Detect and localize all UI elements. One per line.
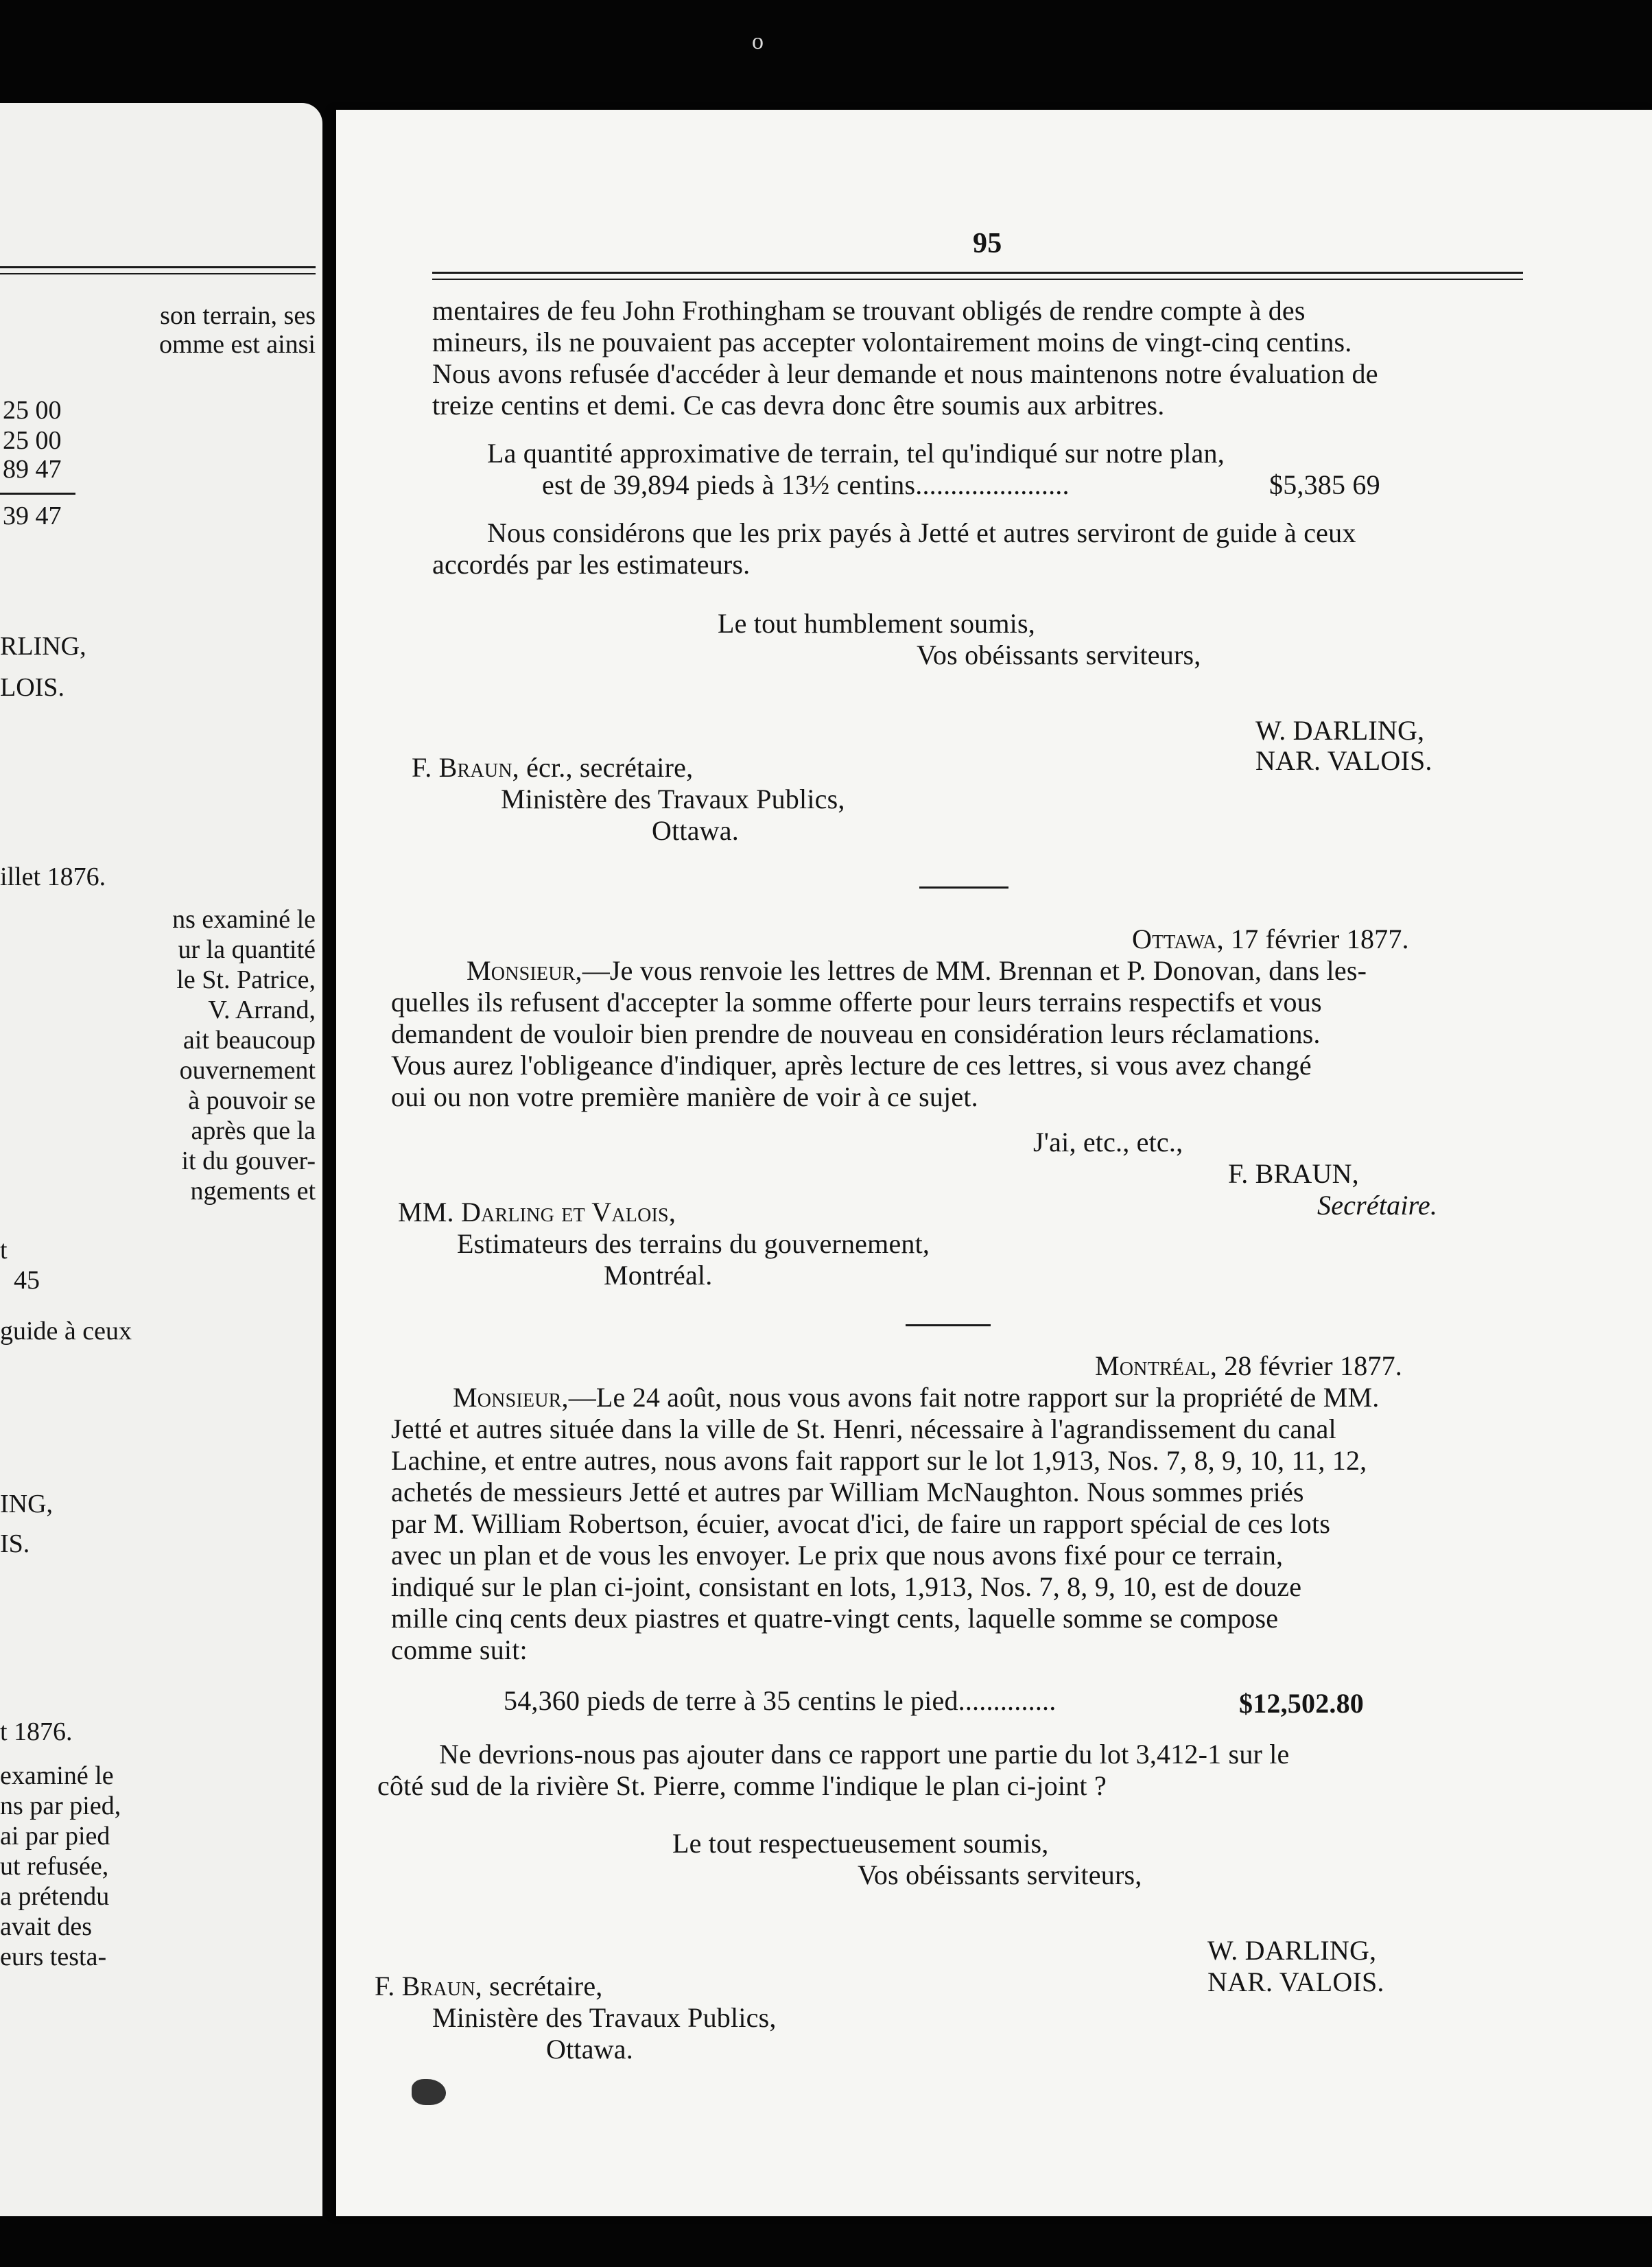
left-page-line: ut refusée, [0, 1852, 109, 1881]
dateline-date: , 17 février 1877. [1216, 924, 1409, 954]
page-corner-mark: o [752, 29, 764, 54]
salutation: Monsieur [467, 955, 576, 986]
letter1-text-line: Nous considérons que les prix payés à Jetté et autres serviront de guide à ceux [487, 517, 1356, 548]
letter2-text-line: demandent de vouloir bien prendre de nouveau en considération leurs réclamations. [391, 1018, 1321, 1049]
letter1-amount: $5,385 69 [1269, 469, 1380, 500]
letter3-addressee: Ministère des Travaux Publics, [432, 2002, 777, 2033]
left-page-line: guide à ceux [0, 1317, 132, 1346]
addressee-suffix: , [668, 1197, 676, 1228]
left-page-line: ngements et [190, 1177, 316, 1206]
left-page-line: examiné le [0, 1761, 114, 1790]
letter3-text-line: mille cinq cents deux piastres et quatre-vingt cents, laquelle somme se compose [391, 1603, 1279, 1634]
letter1-signature: NAR. VALOIS. [1255, 745, 1432, 776]
letter2-addressee: Montréal. [604, 1260, 713, 1291]
dateline-date: , 28 février 1877. [1210, 1350, 1403, 1381]
letter1-addressee: Ministère des Travaux Publics, [501, 784, 845, 814]
salutation: Monsieur [453, 1382, 562, 1413]
left-page-line: à pouvoir se [188, 1086, 316, 1115]
letter3-signature: NAR. VALOIS. [1207, 1966, 1384, 1997]
letter1-text-line: La quantité approximative de terrain, tel qu'indiqué sur notre plan, [487, 438, 1225, 469]
letter1-addressee [412, 752, 693, 784]
letter-divider [906, 1324, 991, 1326]
left-page-line: IS. [0, 1529, 30, 1558]
letter3-text-line: côté sud de la rivière St. Pierre, comme l'indique le plan ci-joint ? [377, 1770, 1107, 1801]
left-page-line: ouvernement [179, 1056, 316, 1085]
left-page-line: RLING, [0, 632, 86, 661]
letter3-closing: Vos obéissants serviteurs, [858, 1859, 1142, 1890]
letter3-item-amount: $12,502.80 [1239, 1688, 1364, 1719]
letter3-text-line: Lachine, et entre autres, nous avons fait rapport sur le lot 1,913, Nos. 7, 8, 9, 10, 11, 12, [391, 1445, 1367, 1476]
letter3-signature: W. DARLING, [1207, 1935, 1377, 1966]
letter3-text-line: indiqué sur le plan ci-joint, consistant en lots, 1,913, Nos. 7, 8, 9, 10, est de douze [391, 1571, 1302, 1602]
header-rule [432, 272, 1523, 274]
addressee-title: , secrétaire, [475, 1971, 603, 2001]
left-page-line: 25 00 [3, 426, 62, 455]
letter2-text-line: quelles ils refusent d'accepter la somme offerte pour leurs terrains respectifs et vous [391, 987, 1322, 1018]
letter3-text-line: comme suit: [391, 1634, 528, 1665]
letter3-dateline [1095, 1350, 1402, 1382]
letter1-text-line: mineurs, ils ne pouvaient pas accepter volontairement moins de vingt-cinq centins. [432, 327, 1352, 357]
letter3-text-line: Jetté et autres située dans la ville de St. Henri, nécessaire à l'agrandissement du canal [391, 1413, 1336, 1444]
letter3-text-line [453, 1382, 1379, 1413]
left-page-line: it du gouver- [181, 1147, 316, 1175]
left-page-line: V. Arrand, [208, 996, 316, 1024]
left-page-line: 89 47 [3, 455, 62, 484]
letter2-addressee: Estimateurs des terrains du gouvernement, [457, 1228, 930, 1259]
addressee-name: Darling et Valois [460, 1197, 669, 1228]
letter3-text-line: achetés de messieurs Jetté et autres par William McNaughton. Nous sommes priés [391, 1477, 1304, 1507]
letter2-text-line [467, 955, 1367, 987]
letter1-addressee: Ottawa. [652, 815, 739, 846]
left-page-line: ns examiné le [172, 905, 316, 934]
letter3-addressee [375, 1971, 602, 2002]
letter2-closing: J'ai, etc., etc., [1033, 1127, 1183, 1158]
addressee-name: F. Braun [412, 752, 512, 783]
left-page-line: le St. Patrice, [176, 965, 316, 994]
letter1-signature: W. DARLING, [1255, 715, 1425, 746]
left-page-line: a prétendu [0, 1882, 110, 1911]
left-page-line: t [0, 1236, 8, 1265]
letter3-item: 54,360 pieds de terre à 35 centins le pied.............. [504, 1685, 1057, 1716]
letter2-signature-title: Secrétaire. [1317, 1190, 1438, 1221]
left-page-line: 39 47 [3, 502, 62, 530]
letter3-body-start: ,—Le 24 août, nous vous avons fait notre rapport sur la propriété de MM. [561, 1382, 1380, 1413]
addressee-name: F. Braun [375, 1971, 475, 2001]
letter3-addressee: Ottawa. [546, 2034, 633, 2065]
letter1-closing: Vos obéissants serviteurs, [917, 639, 1201, 670]
letter2-dateline [1132, 924, 1409, 955]
letter1-text-line: treize centins et demi. Ce cas devra donc être soumis aux arbitres. [432, 390, 1165, 421]
left-page-rule [0, 493, 75, 495]
left-page-rule [0, 266, 316, 268]
letter-divider [919, 886, 1008, 889]
left-page [0, 103, 322, 2216]
left-page-line: eurs testa- [0, 1942, 107, 1971]
left-page-line: t 1876. [0, 1717, 73, 1746]
addressee-prefix: MM. [398, 1197, 461, 1228]
left-page-line: 25 00 [3, 396, 62, 425]
letter1-text-line: est de 39,894 pieds à 13½ centins...................... [542, 469, 1070, 500]
left-page-line: ait beaucoup [182, 1026, 316, 1055]
addressee-title: , écr., secrétaire, [512, 752, 694, 783]
left-page-line: après que la [191, 1116, 316, 1145]
left-page-line: ai par pied [0, 1822, 110, 1851]
letter2-addressee [398, 1197, 676, 1228]
left-page-line: illet 1876. [0, 862, 106, 891]
page-number: 95 [973, 228, 1002, 259]
letter2-body-start: ,—Je vous renvoie les lettres de MM. Brennan et P. Donovan, dans les- [575, 955, 1367, 986]
main-page [336, 110, 1652, 2216]
letter3-text-line: Ne devrions-nous pas ajouter dans ce rapport une partie du lot 3,412-1 sur le [439, 1739, 1290, 1770]
letter2-signature: F. BRAUN, [1228, 1158, 1359, 1189]
letter1-text-line: mentaires de feu John Frothingham se trouvant obligés de rendre compte à des [432, 295, 1306, 326]
letter1-closing: Le tout humblement soumis, [718, 608, 1035, 639]
letter3-text-line: par M. William Robertson, écuier, avocat d'ici, de faire un rapport spécial de ces lots [391, 1508, 1331, 1539]
left-page-line: ING, [0, 1490, 54, 1518]
letter2-text-line: Vous aurez l'obligeance d'indiquer, après lecture de ces lettres, si vous avez changé [391, 1050, 1312, 1081]
left-page-rule [0, 273, 316, 274]
dateline-place: Montréal [1095, 1350, 1210, 1381]
header-rule [432, 279, 1523, 280]
left-page-line: son terrain, ses [160, 301, 316, 330]
scan-smudge [412, 2079, 446, 2105]
left-page-line: ur la quantité [178, 935, 316, 964]
letter3-closing: Le tout respectueusement soumis, [672, 1828, 1049, 1859]
letter2-text-line: oui ou non votre première manière de voir à ce sujet. [391, 1081, 978, 1112]
left-page-line: ns par pied, [0, 1792, 121, 1820]
letter1-text-line: accordés par les estimateurs. [432, 549, 751, 580]
letter1-text-line: Nous avons refusée d'accéder à leur demande et nous maintenons notre évaluation de [432, 358, 1378, 389]
dateline-place: Ottawa [1132, 924, 1217, 954]
left-page-line: 45 [14, 1266, 40, 1295]
letter3-text-line: avec un plan et de vous les envoyer. Le prix que nous avons fixé pour ce terrain, [391, 1540, 1284, 1571]
left-page-line: avait des [0, 1912, 93, 1941]
left-page-line: LOIS. [0, 673, 64, 702]
left-page-line: omme est ainsi [159, 330, 316, 359]
